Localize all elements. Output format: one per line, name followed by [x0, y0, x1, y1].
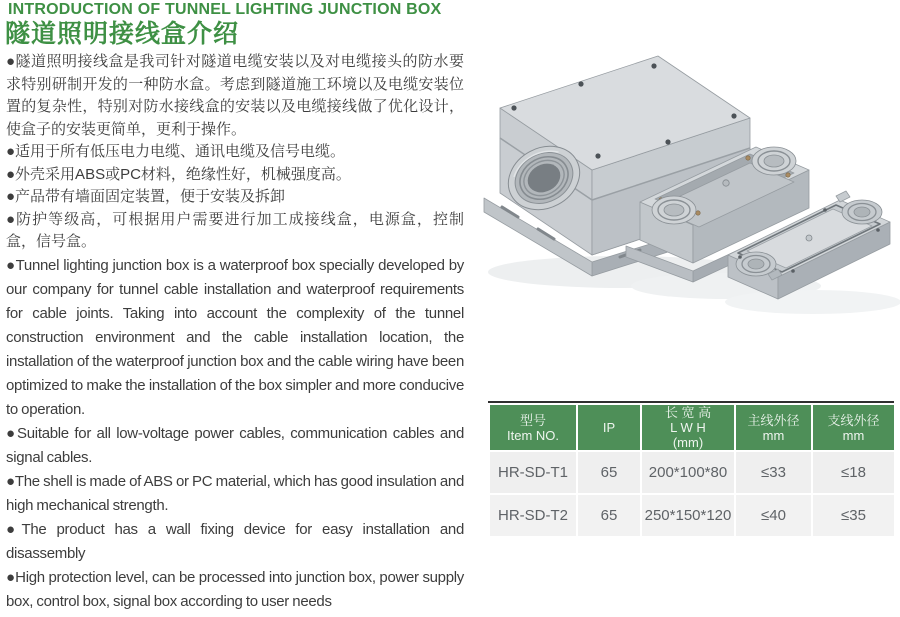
feature-paragraph-en: ●Tunnel lighting junction box is a waterproof box specially developed by our company for tunnel cable installation and waterproof requirements for cable joints. Taking into account the complexity of the tunnel construction environment and the cable installation location, the installation of the waterproof junction box and the cable wiring have been optimized to make the installation of the box simpler and more conducive to operation. — [6, 256, 464, 418]
page-title-zh: 隧道照明接线盒介绍 — [5, 20, 240, 48]
cell-main-line-od: ≤33 — [735, 451, 812, 494]
feature-paragraph-zh: ●外壳采用ABS或PC材料，绝缘性好，机械强度高。 — [6, 165, 351, 183]
spec-table-wrap — [488, 401, 894, 538]
cell-item-no: HR-SD-T2 — [489, 494, 577, 537]
description-column — [6, 51, 464, 614]
spec-table — [488, 403, 896, 538]
feature-paragraph-zh: ●隧道照明接线盒是我司针对隧道电缆安装以及对电缆接头的防水要求特别研制开发的一种防水盒。考虑到隧道施工环境以及电缆安装位置的复杂性，特别对防水接线盒的安装以及电缆接线做了优化设计，使盒子的安装更简单，更利于操作。 — [6, 53, 464, 138]
cell-item-no: HR-SD-T1 — [489, 451, 577, 494]
cell-lwh: 250*150*120 — [641, 494, 735, 537]
col-header-lwh: 长 宽 高 L W H (mm) — [641, 404, 735, 451]
cell-main-line-od: ≤40 — [735, 494, 812, 537]
feature-paragraph-en: ●Suitable for all low-voltage power cables, communication cables and signal cables. — [6, 424, 464, 466]
feature-paragraph-zh: ●适用于所有低压电力电缆、通讯电缆及信号电缆。 — [6, 143, 346, 160]
feature-paragraph-zh: ●防护等级高，可根据用户需要进行加工成接线盒，电源盒，控制盒，信号盒。 — [6, 210, 464, 250]
col-header-branch-line-od: 支线外径 mm — [812, 404, 895, 451]
col-header-ip: IP — [577, 404, 641, 451]
table-row — [489, 451, 895, 494]
cell-branch-line-od: ≤18 — [812, 451, 895, 494]
page-title-en: INTRODUCTION OF TUNNEL LIGHTING JUNCTION BOX — [8, 1, 442, 18]
col-header-item-no: 型号 Item NO. — [489, 404, 577, 451]
feature-paragraph-zh: ●产品带有墙面固定装置，便于安装及拆卸 — [6, 188, 286, 205]
col-header-main-line-od: 主线外径 mm — [735, 404, 812, 451]
cell-lwh: 200*100*80 — [641, 451, 735, 494]
cell-ip: 65 — [577, 494, 641, 537]
cell-ip: 65 — [577, 451, 641, 494]
feature-paragraph-en: ●The product has a wall fixing device for easy installation and disassembly — [6, 520, 464, 562]
table-header-row — [489, 404, 895, 451]
feature-paragraph-en: ●The shell is made of ABS or PC material, which has good insulation and high mechanical strength. — [6, 472, 464, 514]
feature-paragraph-en: ●High protection level, can be processed into junction box, power supply box, control box, signal box according to user needs — [6, 568, 464, 610]
cell-branch-line-od: ≤35 — [812, 494, 895, 537]
product-photo — [468, 50, 900, 395]
table-row — [489, 494, 895, 537]
